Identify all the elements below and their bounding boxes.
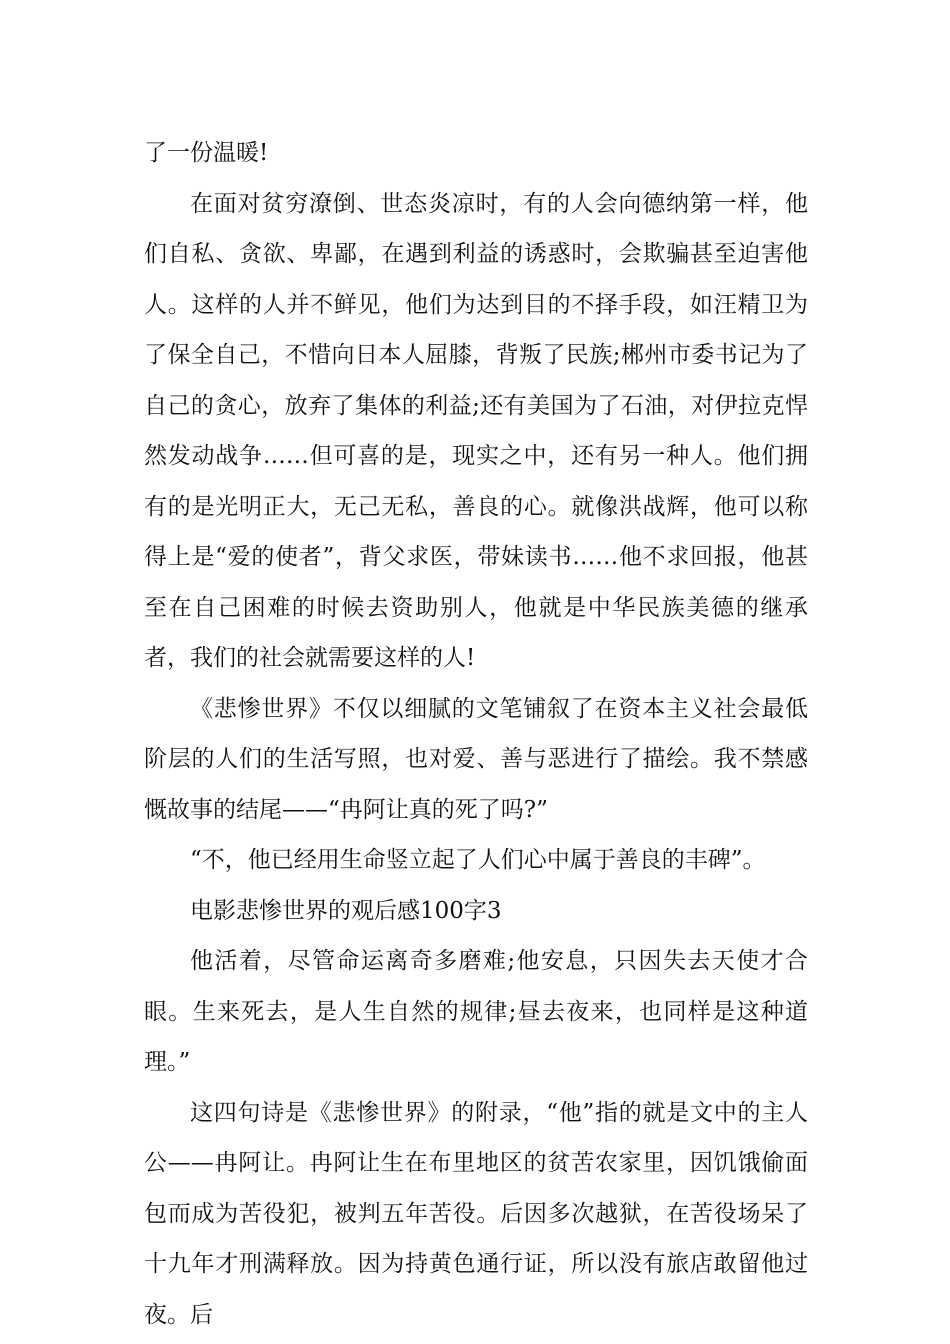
document-body <box>144 128 808 1340</box>
paragraph-continued: 了一份温暖! <box>144 140 269 166</box>
paragraph-poem: 他活着，尽管命运离奇多磨难;他安息，只因失去天使才合眼。生来死去，是人生自然的规律;昼去夜来，也同样是这种道理。” <box>144 948 808 1075</box>
section-heading: 电影悲惨世界的观后感100字3 <box>190 897 502 924</box>
paragraph-jean-valjean: 这四句诗是《悲惨世界》的附录，“他”指的就是文中的主人公——冉阿让。冉阿让生在布里地区的贫苦农家里，因饥饿偷面包而成为苦役犯，被判五年苦役。后因多次越狱，在苦役场呆了十九年才刑满释放。因为持黄色通行证，所以没有旅店敢留他过夜。后 <box>144 1099 808 1328</box>
paragraph-selfish-vs-kind: 在面对贫穷潦倒、世态炎凉时，有的人会向德纳第一样，他们自私、贪欲、卑鄙，在遇到利益的诱惑时，会欺骗甚至迫害他人。这样的人并不鲜见，他们为达到目的不择手段，如汪精卫为了保全自己，不惜向日本人屈膝，背叛了民族;郴州市委书记为了自己的贪心，放弃了集体的利益;还有美国为了石油，对伊拉克悍然发动战争……但可喜的是，现实之中，还有另一种人。他们拥有的是光明正大，无己无私，善良的心。就像洪战辉，他可以称得上是“爱的使者”，背父求医，带妹读书……他不求回报，他甚至在自己困难的时候去资助别人，他就是中华民族美德的继承者，我们的社会就需要这样的人! <box>144 190 808 671</box>
paragraph-les-miserables-summary: 《悲惨世界》不仅以细腻的文笔铺叙了在资本主义社会最低阶层的人们的生活写照，也对爱、善与恶进行了描绘。我不禁感慨故事的结尾——“冉阿让真的死了吗?” <box>144 695 808 823</box>
paragraph-answer-quote: “不，他已经用生命竖立起了人们心中属于善良的丰碑”。 <box>190 847 766 873</box>
